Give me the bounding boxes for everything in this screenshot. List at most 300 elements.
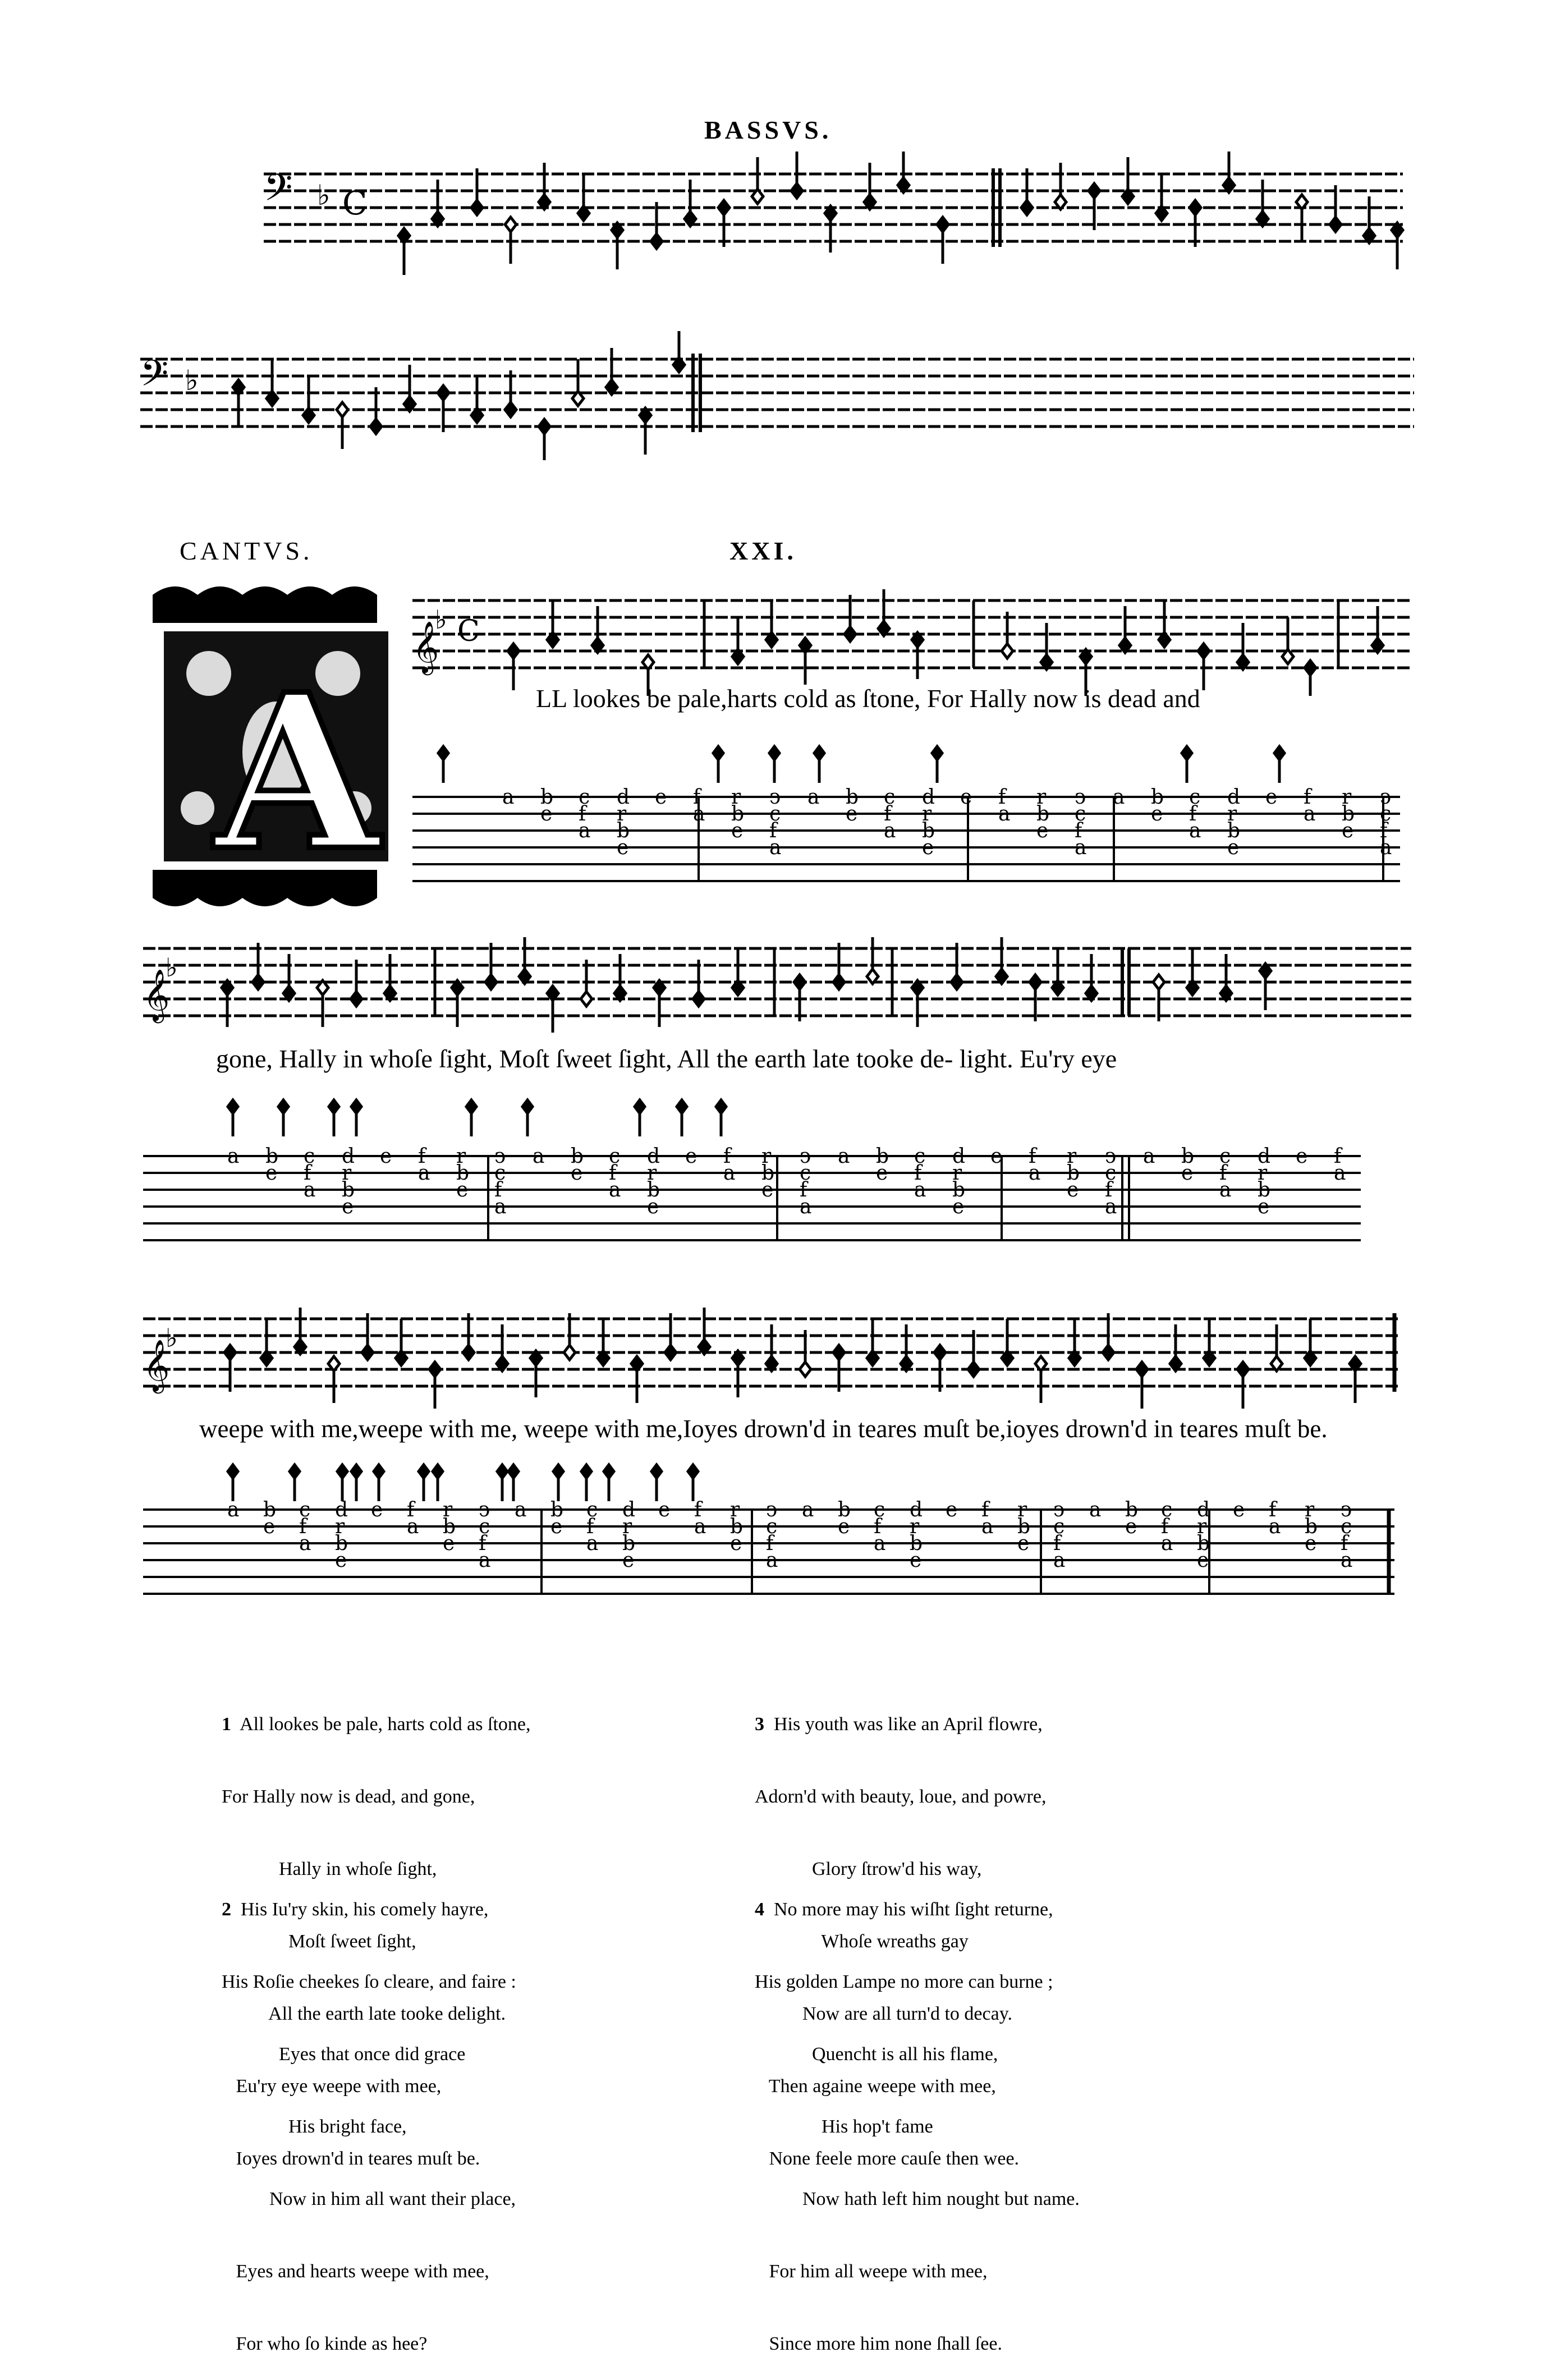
tab-letter: a [586, 1532, 599, 1555]
tab-letter: b [1067, 1162, 1080, 1185]
tab-letter: e [1067, 1178, 1079, 1202]
tab-letter: e [1342, 819, 1354, 842]
tablature-2-svg [143, 1083, 1417, 1296]
note-head [833, 1345, 845, 1360]
note-head [1021, 200, 1033, 215]
tab-letter: c [1219, 1145, 1231, 1168]
tab-letter: b [876, 1145, 889, 1168]
tab-letter: a [914, 1178, 926, 1202]
tab-letter: c [1341, 1515, 1352, 1538]
tab-letter: b [335, 1532, 348, 1555]
tab-letter: b [1342, 802, 1355, 826]
note-head [224, 1345, 236, 1360]
tab-letter: f [693, 786, 701, 809]
verse-line: All lookes be pale, harts cold as ſtone, [240, 1714, 531, 1735]
tab-letter: d [1197, 1498, 1210, 1521]
tab-letter: f [1105, 1178, 1113, 1202]
tab-letter: e [731, 819, 744, 842]
tab-letter: a [515, 1498, 527, 1521]
tab-letter: d [342, 1145, 355, 1168]
tab-letter: e [990, 1145, 1003, 1168]
tab-letter: f [609, 1162, 617, 1185]
tab-letter: r [731, 786, 741, 809]
tab-letter: r [647, 1162, 657, 1185]
tab-letter: r [952, 1162, 962, 1185]
note-head [564, 1345, 575, 1360]
tab-letter: e [617, 836, 629, 859]
tab-letter: a [998, 802, 1011, 826]
note-head [934, 1345, 946, 1360]
note-head [833, 975, 845, 989]
tab-letter: b [952, 1178, 966, 1202]
tab-letter: e [380, 1145, 392, 1168]
tab-letter: r [622, 1515, 632, 1538]
tab-letter: e [371, 1498, 383, 1521]
tab-letter: e [761, 1178, 774, 1202]
tab-letter: ↄ [479, 1498, 490, 1521]
tab-letter: e [1265, 786, 1278, 809]
note-head [937, 217, 948, 232]
tab-letter: e [647, 1195, 659, 1218]
tab-letter: f [1334, 1145, 1342, 1168]
tab-letter: b [838, 1498, 851, 1521]
tab-letter: a [1075, 836, 1087, 859]
note-head [1305, 661, 1316, 675]
verse-line: For who ſo kinde as hee? [222, 2333, 428, 2354]
verse-line: Glory ſtrow'd his way, [755, 1859, 982, 1879]
tab-letter: e [550, 1515, 563, 1538]
verse-number: 4 [755, 1899, 764, 1920]
tab-letter: f [769, 819, 777, 842]
tab-letter: a [981, 1515, 994, 1538]
tab-letter: f [1304, 786, 1311, 809]
tab-letter: e [838, 1515, 850, 1538]
tab-letter: b [647, 1178, 660, 1202]
tab-letter: r [1197, 1515, 1207, 1538]
song-number: XXI. [729, 536, 797, 565]
verse-line: His golden Lampe no more can burne ; [755, 1971, 1053, 1992]
tab-letter: r [1258, 1162, 1268, 1185]
tab-letter: c [1075, 802, 1086, 826]
treble-clef-icon: 𝄞 [143, 1339, 170, 1391]
tab-letter: f [1380, 819, 1388, 842]
cantus-staff-3 [143, 1296, 1417, 1420]
tab-letter: a [838, 1145, 850, 1168]
verse-line: For Hally now is dead, and gone, [222, 1786, 475, 1807]
tab-letter: a [800, 1195, 812, 1218]
tab-letter: e [730, 1532, 742, 1555]
note-head [581, 992, 592, 1006]
tab-letter: c [304, 1145, 315, 1168]
tab-letter: b [622, 1532, 636, 1555]
tab-letter: e [1258, 1195, 1270, 1218]
tab-letter: b [443, 1515, 456, 1538]
verse-line: Hally in whoſe ſight, [222, 1859, 437, 1879]
tab-letter: e [922, 836, 934, 859]
tab-letter: f [766, 1532, 774, 1555]
tab-letter: r [456, 1145, 466, 1168]
verse-4 [755, 1849, 1080, 2380]
tab-letter: c [1053, 1515, 1065, 1538]
tab-letter: e [265, 1162, 278, 1185]
tab-letter: e [456, 1178, 469, 1202]
tab-letter: a [1189, 819, 1201, 842]
tab-letter: e [1227, 836, 1240, 859]
note-head [485, 975, 497, 989]
verse-number: 3 [755, 1714, 764, 1735]
tab-letter: b [1151, 786, 1164, 809]
tab-letter: a [1161, 1532, 1173, 1555]
tab-letter: d [910, 1498, 923, 1521]
tab-letter: e [1017, 1532, 1030, 1555]
lyrics-line-1: LL lookes be pale,harts cold as ſtone, For Hally now is dead and [536, 684, 1200, 713]
verse-number: 1 [222, 1714, 231, 1735]
tab-letter: c [884, 786, 896, 809]
tab-letter: a [1053, 1549, 1066, 1572]
note-head [471, 200, 483, 215]
tab-letter: d [617, 786, 630, 809]
tab-letter: a [479, 1549, 491, 1572]
tab-letter: a [1029, 1162, 1041, 1185]
tab-letter: f [586, 1515, 594, 1538]
tab-letter: e [571, 1162, 583, 1185]
bassus-staff-1 [264, 152, 1414, 281]
note-head [1190, 200, 1201, 215]
note-head [463, 1345, 474, 1360]
tab-letter: d [622, 1498, 636, 1521]
verse-line: None feele more cauſe then wee. [755, 2148, 1020, 2169]
tab-letter: c [579, 786, 590, 809]
tab-letter: a [766, 1549, 778, 1572]
tab-letter: a [299, 1532, 311, 1555]
tab-letter: ↄ [1380, 786, 1392, 809]
tab-letter: c [479, 1515, 490, 1538]
tablature-3 [143, 1448, 1417, 1639]
tab-letter: f [694, 1498, 702, 1521]
verse-line: All the earth late tooke delight. [222, 2003, 506, 2024]
tab-letter: a [227, 1145, 240, 1168]
note-head [1136, 1362, 1148, 1377]
tab-letter: c [1161, 1498, 1173, 1521]
tab-letter: c [1380, 802, 1392, 826]
verse-line: Eyes and hearts weepe with mee, [222, 2261, 489, 2282]
verse-number: 2 [222, 1899, 231, 1920]
tab-letter: r [761, 1145, 772, 1168]
tab-letter: e [1151, 802, 1163, 826]
tab-letter: c [800, 1162, 811, 1185]
tablature-1 [412, 730, 1417, 915]
note-head [693, 992, 704, 1006]
tab-letter: c [586, 1498, 598, 1521]
bassus-heading: BASSVS. [704, 116, 832, 144]
tab-letter: a [1143, 1145, 1155, 1168]
tab-letter: b [1036, 802, 1050, 826]
tab-letter: a [609, 1178, 621, 1202]
tab-letter: a [494, 1195, 507, 1218]
tab-letter: a [769, 836, 782, 859]
note-head [505, 217, 516, 232]
cantus-staff-2 [143, 926, 1417, 1049]
tab-letter: c [874, 1498, 885, 1521]
bassus-staff-2 [140, 331, 1420, 460]
tab-letter: a [407, 1515, 419, 1538]
tab-letter: a [502, 786, 515, 809]
bassus-staff-2-svg [140, 331, 1420, 460]
tab-letter: b [617, 819, 630, 842]
note-head [951, 975, 962, 989]
tab-letter: e [876, 1162, 888, 1185]
note-head [845, 627, 856, 641]
tab-letter: a [1341, 1549, 1353, 1572]
tab-letter: e [622, 1549, 635, 1572]
cantus-staff-1-svg [412, 578, 1417, 696]
verse-line: No more may his wiſht ſight returne, [774, 1899, 1053, 1920]
tab-letter: b [1181, 1145, 1195, 1168]
tab-letter: f [1075, 819, 1082, 842]
tab-letter: a [884, 819, 896, 842]
note-head [1330, 217, 1341, 232]
tab-letter: f [998, 786, 1006, 809]
tab-letter: b [1227, 819, 1241, 842]
verse-line: Now are all turn'd to decay. [755, 2003, 1012, 2024]
tab-letter: e [1036, 819, 1049, 842]
bass-clef-icon: 𝄢 [264, 166, 293, 218]
verse-line: Then againe weepe with mee, [755, 2076, 996, 2097]
tab-letter: f [1219, 1162, 1227, 1185]
tab-letter: b [265, 1145, 279, 1168]
tab-letter: d [1227, 786, 1241, 809]
tab-letter: c [1105, 1162, 1117, 1185]
tab-letter: a [1380, 836, 1392, 859]
note-head [1030, 975, 1041, 989]
tab-letter: c [609, 1145, 621, 1168]
svg-text:C: C [342, 184, 368, 222]
tab-letter: e [1181, 1162, 1194, 1185]
note-head [791, 184, 802, 198]
svg-text:♭: ♭ [166, 952, 178, 983]
verse-line: His youth was like an April flowre, [774, 1714, 1043, 1735]
tab-letter: f [1029, 1145, 1036, 1168]
note-head [370, 419, 382, 434]
tab-letter: a [1334, 1162, 1346, 1185]
verse-line: His Roſie cheekes ſo cleare, and faire : [222, 1971, 516, 1992]
tab-letter: f [874, 1515, 882, 1538]
tab-letter: f [407, 1498, 415, 1521]
tab-letter: d [1258, 1145, 1271, 1168]
verse-line: Whoſe wreaths gay [755, 1931, 969, 1952]
note-head [253, 975, 264, 989]
tab-letter: d [647, 1145, 660, 1168]
treble-clef-icon: 𝄞 [412, 621, 439, 673]
tab-letter: e [910, 1549, 922, 1572]
tab-letter: f [914, 1162, 922, 1185]
tab-letter: e [443, 1532, 455, 1555]
tab-letter: e [1125, 1515, 1137, 1538]
tab-letter: b [761, 1162, 775, 1185]
tab-letter: e [1296, 1145, 1308, 1168]
verse-line: Ioyes drown'd in teares muſt be. [222, 2148, 480, 2169]
tab-letter: r [730, 1498, 740, 1521]
tab-letter: r [443, 1498, 453, 1521]
tab-letter: b [1017, 1515, 1031, 1538]
note-head [1002, 644, 1013, 658]
tab-letter: e [685, 1145, 698, 1168]
note-head [337, 402, 348, 417]
tab-letter: f [1269, 1498, 1277, 1521]
tab-letter: r [1067, 1145, 1077, 1168]
tab-letter: a [874, 1532, 886, 1555]
svg-text:♭: ♭ [185, 364, 199, 397]
verse-line: Eyes that once did grace [222, 2044, 466, 2065]
note-head [351, 992, 362, 1006]
tab-letter: r [1017, 1498, 1027, 1521]
verse-line: For him all weepe with mee, [755, 2261, 988, 2282]
tab-letter: f [981, 1498, 989, 1521]
tab-letter: a [1105, 1195, 1117, 1218]
tab-letter: f [579, 802, 586, 826]
tab-letter: b [456, 1162, 470, 1185]
tab-letter: a [693, 802, 705, 826]
cantus-staff-2-svg [143, 926, 1417, 1049]
tab-letter: ↄ [1341, 1498, 1352, 1521]
tab-letter: c [299, 1498, 311, 1521]
note-head [505, 402, 516, 417]
svg-text:♭: ♭ [166, 1323, 178, 1353]
verse-line: Moſt ſweet ſight, [222, 1931, 416, 1952]
tab-letter: e [335, 1549, 347, 1572]
tab-letter: e [540, 802, 553, 826]
lyrics-line-2: gone, Hally in whoſe ſight, Moſt ſweet ſight, All the earth late tooke de- light. Eu'ry eye [216, 1044, 1117, 1073]
tab-letter: b [263, 1498, 277, 1521]
verse-2 [222, 1849, 516, 2380]
verse-line: Now in him all want their place, [222, 2189, 516, 2209]
tab-letter: f [1053, 1532, 1061, 1555]
tab-letter: b [1305, 1515, 1318, 1538]
tab-letter: a [723, 1162, 736, 1185]
note-head [718, 200, 729, 215]
tab-letter: a [227, 1498, 240, 1521]
tab-letter: ↄ [769, 786, 781, 809]
tab-letter: a [807, 786, 820, 809]
tab-letter: e [846, 802, 858, 826]
tab-letter: a [1113, 786, 1125, 809]
tab-letter: a [304, 1178, 316, 1202]
note-head [508, 644, 519, 658]
tab-letter: b [731, 802, 745, 826]
tab-letter: a [1089, 1498, 1102, 1521]
tab-letter: r [1036, 786, 1047, 809]
tab-letter: a [533, 1145, 545, 1168]
tab-letter: a [694, 1515, 706, 1538]
tab-letter: f [884, 802, 892, 826]
tab-letter: f [1161, 1515, 1169, 1538]
note-head [968, 1362, 979, 1377]
tab-letter: b [1125, 1498, 1139, 1521]
note-head [1089, 184, 1100, 198]
tab-letter: ↄ [766, 1498, 778, 1521]
tab-letter: e [960, 786, 972, 809]
tab-letter: f [418, 1145, 426, 1168]
tab-letter: c [769, 802, 781, 826]
tab-letter: r [910, 1515, 920, 1538]
initial-letter: A [214, 647, 380, 898]
tab-letter: e [658, 1498, 671, 1521]
tab-letter: a [418, 1162, 430, 1185]
tab-letter: ↄ [494, 1145, 506, 1168]
tab-letter: a [1219, 1178, 1232, 1202]
tab-letter: b [571, 1145, 584, 1168]
verse-line: Adorn'd with beauty, loue, and powre, [755, 1786, 1047, 1807]
tab-letter: e [655, 786, 667, 809]
tab-letter: c [914, 1145, 926, 1168]
tab-letter: d [922, 786, 935, 809]
tab-letter: a [802, 1498, 814, 1521]
decorated-initial-svg [147, 584, 405, 909]
tab-letter: r [1305, 1498, 1315, 1521]
tablature-1-svg [412, 730, 1417, 915]
verse-line: Since more him none ſhall ſee. [755, 2333, 1002, 2354]
tab-letter: r [617, 802, 627, 826]
tab-letter: d [335, 1498, 348, 1521]
note-head [1103, 1345, 1114, 1360]
tab-letter: f [1189, 802, 1197, 826]
tab-letter: b [1258, 1178, 1271, 1202]
tab-letter: ↄ [800, 1145, 811, 1168]
note-head [1237, 1362, 1249, 1377]
bass-clef-icon: 𝄢 [140, 353, 169, 403]
svg-text:♭: ♭ [435, 604, 447, 635]
tab-letter: b [846, 786, 859, 809]
tab-letter: e [1233, 1498, 1245, 1521]
tab-letter: e [1305, 1532, 1317, 1555]
tablature-3-svg [143, 1448, 1417, 1639]
cantus-staff-3-svg [143, 1296, 1417, 1420]
tab-letter: ↄ [1075, 786, 1086, 809]
note-head [429, 1362, 440, 1377]
tab-letter: b [730, 1515, 744, 1538]
verse-line: His bright face, [222, 2116, 407, 2137]
tab-letter: b [922, 819, 935, 842]
tab-letter: ↄ [1105, 1145, 1117, 1168]
tab-letter: f [479, 1532, 487, 1555]
svg-text:♭: ♭ [317, 179, 331, 212]
verse-line: His Iu'ry skin, his comely hayre, [241, 1899, 489, 1920]
tab-letter: e [952, 1195, 965, 1218]
cantus-staff-1 [412, 578, 1417, 696]
note-head [438, 386, 449, 400]
note-head [651, 234, 662, 249]
note-head [1198, 644, 1209, 658]
note-head [665, 1345, 676, 1360]
lyrics-line-3: weepe with me,weepe with me, weepe with me,Ioyes drown'd in teares muſt be,ioyes drown'd in teares muſt be. [199, 1415, 1328, 1443]
tablature-2 [143, 1083, 1417, 1296]
verse-line: Now hath left him nought but name. [755, 2189, 1080, 2209]
tab-letter: f [723, 1145, 731, 1168]
tab-letter: a [579, 819, 591, 842]
bassus-staff-1-svg [264, 152, 1414, 281]
verse-line: His hop't fame [755, 2116, 933, 2137]
tab-letter: f [304, 1162, 311, 1185]
decorated-initial [147, 584, 405, 909]
note-head [539, 419, 550, 434]
tab-letter: b [910, 1532, 923, 1555]
note-head [1153, 975, 1164, 989]
svg-text:C: C [457, 615, 480, 648]
tab-letter: r [335, 1515, 345, 1538]
note-head [800, 1362, 811, 1377]
tab-letter: b [342, 1178, 355, 1202]
tab-letter: b [1197, 1532, 1210, 1555]
